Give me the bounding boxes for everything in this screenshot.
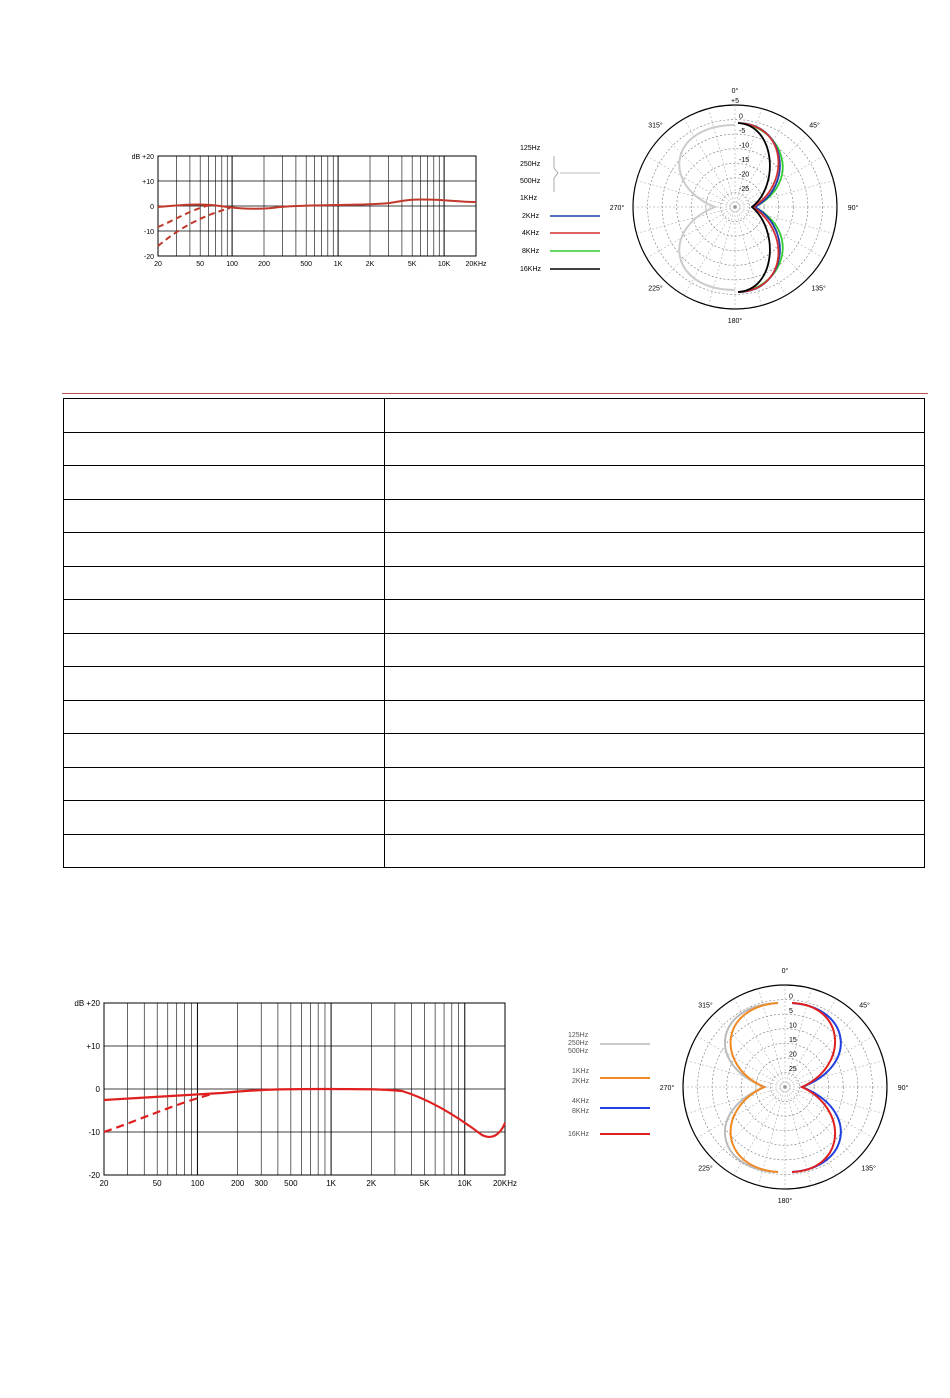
legend-label: 500Hz — [520, 178, 541, 185]
angle-label: 180° — [727, 318, 743, 325]
y-tick-label: dB +20 — [131, 154, 154, 161]
legend-label: 2KHz — [522, 213, 540, 220]
table-cell — [64, 667, 385, 701]
table-row — [64, 834, 925, 868]
legend-label: 1KHz — [572, 1068, 590, 1075]
table-cell — [385, 600, 925, 634]
legend-label: 125Hz — [520, 145, 541, 152]
ring-label: -20 — [739, 171, 750, 179]
legend-label: 8KHz — [572, 1108, 590, 1115]
table-cell — [64, 600, 385, 634]
table-cell — [64, 633, 385, 667]
y-tick-label: dB +20 — [74, 999, 100, 1008]
x-tick-label: 200 — [230, 1179, 245, 1188]
table-cell — [64, 466, 385, 500]
response-curve-main — [104, 1089, 505, 1137]
angle-label: 135° — [811, 285, 826, 293]
y-tick-label: 0 — [150, 204, 154, 211]
table-cell — [385, 834, 925, 868]
legend-label: 8KHz — [522, 248, 540, 255]
table-cell — [385, 667, 925, 701]
ring-label: 0 — [789, 993, 793, 1001]
angle-label: 225° — [698, 1165, 713, 1173]
ring-label: -15 — [739, 157, 750, 165]
x-tick-label: 20 — [154, 261, 162, 268]
table-cell — [385, 533, 925, 567]
spec-table — [63, 398, 925, 868]
table-cell — [64, 499, 385, 533]
legend-label: 16KHz — [520, 266, 542, 273]
table-cell — [64, 767, 385, 801]
top-label: +5 — [731, 98, 739, 105]
table-row — [64, 767, 925, 801]
polar-grid — [683, 985, 887, 1189]
x-tick-label: 500 — [300, 261, 313, 268]
legend-label: 16KHz — [568, 1131, 590, 1138]
polar-curve-gray — [679, 125, 735, 290]
y-tick-label: +10 — [86, 1042, 100, 1051]
ring-label: 15 — [789, 1037, 797, 1045]
table-row — [64, 667, 925, 701]
response-curves — [104, 1089, 505, 1137]
response-curve-main — [158, 199, 476, 208]
angle-label: 90° — [897, 1085, 909, 1092]
table-cell — [64, 566, 385, 600]
x-tick-label: 20KHz — [465, 261, 487, 268]
x-tick-label: 2K — [366, 1179, 377, 1188]
angle-label: 225° — [648, 285, 663, 293]
ring-label: -5 — [739, 127, 746, 135]
y-tick-label: -10 — [88, 1128, 100, 1137]
x-tick-label: 5K — [419, 1179, 430, 1188]
x-tick-label: 100 — [190, 1179, 205, 1188]
table-cell — [385, 633, 925, 667]
table-cell — [385, 700, 925, 734]
x-tick-label: 100 — [226, 261, 238, 268]
legend-brace — [554, 156, 558, 192]
table-row — [64, 734, 925, 768]
ring-label: 5 — [789, 1007, 793, 1015]
response-curves — [158, 199, 476, 246]
table-cell — [64, 399, 385, 433]
legend-label — [568, 1032, 589, 1039]
table-row — [64, 533, 925, 567]
angle-label: 315° — [698, 1002, 713, 1010]
angle-label: 180° — [777, 1198, 793, 1205]
top-label: 0° — [781, 968, 789, 975]
legend-label-line: 125Hz — [568, 1032, 589, 1039]
table-cell — [385, 399, 925, 433]
x-tick-label: 1K — [326, 1179, 336, 1188]
legend-label: 4KHz — [572, 1098, 590, 1105]
table-row — [64, 633, 925, 667]
polar-curve-orange — [731, 1003, 778, 1172]
table-cell — [64, 801, 385, 835]
polar-pattern-top — [610, 85, 865, 335]
polar-pattern-bottom — [660, 965, 915, 1215]
polar-legend-top — [510, 140, 610, 280]
legend-label: 500Hz — [568, 1048, 589, 1055]
x-tick-label: 500 — [284, 1179, 298, 1188]
table-row — [64, 801, 925, 835]
angle-label: 270° — [660, 1085, 675, 1092]
y-tick-label: -20 — [88, 1171, 100, 1180]
table-row — [64, 466, 925, 500]
table-cell — [64, 432, 385, 466]
angle-label: 135° — [861, 1165, 876, 1173]
legend-label: 4KHz — [522, 230, 540, 237]
table-cell — [385, 432, 925, 466]
x-tick-label: 1K — [333, 261, 343, 268]
x-tick-label: 50 — [196, 261, 205, 268]
polar-grid — [633, 105, 837, 309]
legend-label: 250Hz — [568, 1040, 589, 1047]
table-cell — [385, 734, 925, 768]
x-tick-label: 10K — [457, 1179, 472, 1188]
angle-label: 90° — [847, 205, 859, 212]
y-tick-label: +10 — [142, 179, 154, 186]
x-tick-label: 5K — [407, 261, 417, 268]
y-tick-label: -20 — [143, 254, 154, 261]
x-tick-label: 20KHz — [492, 1179, 518, 1188]
table-row — [64, 700, 925, 734]
ring-label: 20 — [789, 1051, 797, 1059]
table-cell — [385, 801, 925, 835]
legend-label: 2KHz — [572, 1078, 590, 1085]
angle-label: 270° — [610, 205, 625, 212]
table-cell — [64, 533, 385, 567]
ring-label: -25 — [739, 186, 750, 194]
x-tick-label: 50 — [152, 1179, 162, 1188]
legend-graphic — [560, 1025, 655, 1145]
angle-label: 45° — [859, 1002, 870, 1010]
lowcut-curve-1 — [158, 205, 210, 227]
table-cell — [385, 566, 925, 600]
table-row — [64, 432, 925, 466]
ring-label: 25 — [789, 1066, 797, 1074]
table-row — [64, 600, 925, 634]
section-divider — [62, 393, 928, 394]
ring-label: -10 — [739, 142, 750, 150]
table-cell — [64, 834, 385, 868]
ring-label: 10 — [789, 1022, 797, 1030]
table-cell — [64, 700, 385, 734]
angle-label: 315° — [648, 122, 663, 130]
x-tick-label: 300 — [254, 1179, 268, 1188]
top-label: 0° — [731, 88, 739, 95]
lowcut-curve-2 — [158, 208, 230, 246]
table-row — [64, 566, 925, 600]
x-tick-label: 10K — [437, 261, 451, 268]
table-row — [64, 399, 925, 433]
legend-label: 250Hz — [520, 161, 541, 168]
x-tick-label: 200 — [258, 261, 270, 268]
polar-legend-bottom — [560, 1025, 655, 1145]
y-tick-label: -10 — [143, 229, 154, 236]
legend-label: 1KHz — [520, 195, 538, 202]
x-tick-label: 20 — [99, 1179, 109, 1188]
legend-graphic — [510, 140, 610, 280]
table-cell — [64, 734, 385, 768]
y-tick-label: 0 — [95, 1085, 100, 1094]
ring-label: 0 — [739, 113, 743, 121]
table-row — [64, 499, 925, 533]
table-cell — [385, 767, 925, 801]
frequency-response-chart-bottom — [62, 995, 527, 1195]
frequency-response-chart-top — [120, 140, 500, 275]
angle-label: 45° — [809, 122, 820, 130]
table-cell — [385, 499, 925, 533]
chart-axis-labels — [74, 999, 517, 1188]
table-cell — [385, 466, 925, 500]
x-tick-label: 2K — [365, 261, 375, 268]
